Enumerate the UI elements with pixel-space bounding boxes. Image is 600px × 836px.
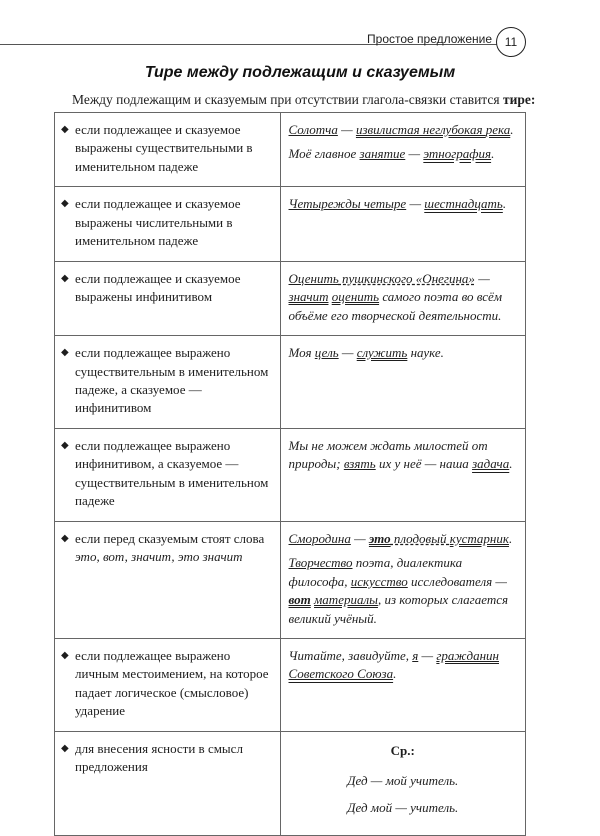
subject: Смородина (288, 530, 351, 546)
rule-row (55, 731, 526, 835)
diamond-bullet-icon: ◆ (61, 272, 69, 284)
diamond-bullet-icon: ◆ (61, 649, 69, 661)
rule-example (280, 336, 525, 429)
rule-row (55, 521, 526, 638)
punct: . (508, 530, 513, 546)
predicate: задача (472, 456, 510, 472)
rule-example (280, 731, 525, 835)
intro-bold-word: тире: (502, 92, 536, 107)
condition-text: если подлежащее и сказуемое выражены существительными в именительном падеже (75, 122, 253, 174)
condition-text: если подлежащее выражено существительным в именительном падеже, а сказуемое — инфинитивом (75, 345, 269, 416)
predicate: материалы (314, 592, 378, 608)
example-sentence (289, 195, 517, 213)
predicate: шестнадцать (424, 196, 503, 212)
diamond-bullet-icon: ◆ (61, 347, 69, 359)
example-sentence (289, 270, 517, 325)
modifier: плодовый (390, 530, 450, 546)
subject: Оценить (288, 270, 339, 286)
predicate-part: извилистая неглубокая (355, 122, 486, 137)
condition-text: если подлежащее и сказуемое выражены числительными в именительном падеже (75, 196, 241, 249)
diamond-bullet-icon: ◆ (61, 198, 69, 210)
dash: — (406, 196, 425, 212)
text: поэта, диалектика философа, (288, 555, 463, 589)
example-sentence (289, 554, 517, 628)
rule-example (280, 187, 525, 261)
text: , из которых слагается великий учёный. (288, 592, 509, 626)
compare-sentence: Дед мой — учитель. (347, 799, 459, 815)
text: исследователя — (407, 573, 507, 589)
intro-paragraph (72, 92, 535, 108)
rule-condition (55, 187, 281, 261)
text: Мы не можем ждать милостей от природы; (288, 437, 488, 472)
punct: . (509, 456, 513, 472)
subject: Четырежды четыре (288, 196, 407, 212)
rule-example (280, 113, 525, 187)
text: Моя (288, 345, 315, 361)
subject: цель (314, 345, 339, 361)
example-sentence (289, 647, 517, 684)
rule-condition (55, 336, 281, 429)
predicate: оценить (331, 289, 380, 305)
condition-text: если подлежащее выражено инфинитивом, а сказуемое — существительным в именительном падеже (75, 437, 269, 509)
condition-text: если подлежащее и сказуемое выражены инфинитивом (75, 270, 241, 305)
predicate: значит (288, 289, 329, 305)
rule-condition (55, 113, 281, 187)
example-sentence (289, 121, 517, 139)
condition-text: для внесения ясности в смысл предложения (75, 740, 243, 775)
punct: . (502, 196, 507, 212)
subject: искусство (350, 573, 408, 589)
rule-row (55, 428, 526, 521)
rule-example (280, 638, 525, 731)
example-sentence (289, 145, 517, 163)
particle: это (368, 530, 391, 546)
example-sentence (289, 530, 517, 548)
dash: — (350, 530, 369, 546)
particle: вот (288, 592, 311, 608)
punct: . (510, 122, 514, 137)
rule-condition (55, 428, 281, 521)
section-title: Тире между подлежащим и сказуемым (144, 64, 456, 81)
predicate: река (485, 122, 511, 137)
punct: . (491, 146, 495, 162)
predicate: этнография (423, 146, 492, 162)
diamond-bullet-icon: ◆ (61, 532, 69, 544)
predicate: служить (356, 345, 408, 361)
dash: — (405, 146, 424, 162)
rule-condition (55, 731, 281, 835)
text: науке. (407, 345, 444, 361)
subject: занятие (359, 146, 406, 162)
rules-table (54, 112, 526, 836)
rule-example (280, 428, 525, 521)
predicate: гражданин Советского Союза (288, 647, 499, 682)
rule-row (55, 261, 526, 335)
text: самого поэта во всём объёме его творческой деятельности. (288, 289, 503, 323)
rule-row (55, 187, 526, 261)
subject: Солотча (288, 122, 338, 137)
subject: взять (343, 456, 376, 472)
subject: Творчество (288, 555, 353, 571)
compare-label: Ср.: (390, 742, 415, 758)
rule-example (280, 521, 525, 638)
dash: — (337, 122, 356, 137)
punct: . (393, 666, 397, 682)
diamond-bullet-icon: ◆ (61, 124, 69, 135)
intro-text: Между подлежащим и сказуемым при отсутствии глагола-связки ставится (72, 92, 500, 107)
dash: — (418, 647, 437, 663)
object: пушкинского «Онегина» (338, 270, 475, 286)
text: Читайте, завидуйте, (288, 647, 413, 663)
example-sentence (289, 437, 517, 474)
page-number: 11 (496, 27, 526, 57)
condition-text: если перед сказуемым стоят слова (75, 530, 265, 546)
rule-row (55, 113, 526, 187)
dash: — (338, 345, 357, 361)
text: Моё главное (288, 146, 360, 162)
predicate: кустарник (449, 530, 509, 546)
dash: — (474, 270, 490, 286)
subject: я (412, 647, 419, 663)
running-header-title: Простое предложение (367, 32, 492, 46)
rule-condition (55, 261, 281, 335)
diamond-bullet-icon: ◆ (61, 439, 69, 451)
compare-sentence: Дед — мой учитель. (347, 773, 459, 789)
rule-condition (55, 638, 281, 731)
spacer (289, 220, 517, 232)
rule-row (55, 336, 526, 429)
diamond-bullet-icon: ◆ (61, 742, 69, 754)
text: их у неё — наша (375, 456, 473, 472)
example-sentence (289, 344, 517, 362)
condition-text: если подлежащее выражено личным местоимением, на которое падает логическое (смысловое) ударение (75, 647, 269, 719)
condition-words: это, вот, значит, это значит (75, 549, 243, 565)
rule-example (280, 261, 525, 335)
rule-row (55, 638, 526, 731)
rule-condition (55, 521, 281, 638)
